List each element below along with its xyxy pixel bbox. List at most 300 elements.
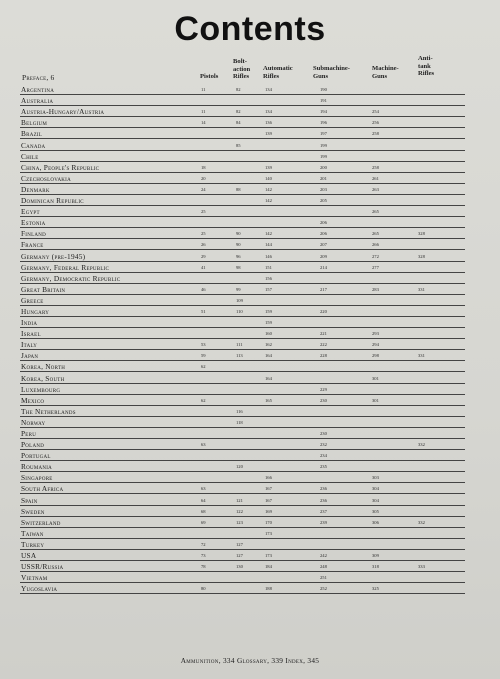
page-ref-bolt-action (236, 95, 265, 106)
page-ref-pistols (201, 405, 236, 416)
page-ref-machine (372, 95, 418, 106)
page-ref-bolt-action: 121 (236, 494, 265, 505)
page-ref-submachine: 252 (320, 583, 372, 594)
page-ref-pistols: 63 (201, 483, 236, 494)
page-ref-machine: 283 (372, 283, 418, 294)
page-ref-automatic: 170 (265, 516, 320, 527)
page-ref-machine: 272 (372, 250, 418, 261)
page-ref-submachine: 237 (320, 505, 372, 516)
page-ref-submachine: 203 (320, 183, 372, 194)
page-ref-bolt-action: 127 (236, 538, 265, 549)
page-ref-antitank (418, 583, 465, 594)
page-ref-submachine (320, 272, 372, 283)
page-ref-automatic (265, 572, 320, 583)
country-name: Hungary (20, 305, 201, 316)
page-ref-pistols (201, 450, 236, 461)
page-ref-submachine: 220 (320, 305, 372, 316)
page-ref-bolt-action (236, 150, 265, 161)
page-ref-bolt-action (236, 194, 265, 205)
header-antitank-rifles: Anti- tank Rifles (418, 55, 435, 77)
page-ref-machine (372, 294, 418, 305)
page-ref-automatic: 146 (265, 250, 320, 261)
table-row (20, 538, 465, 549)
page-ref-bolt-action: 84 (236, 117, 265, 128)
page-ref-antitank: 333 (418, 561, 465, 572)
table-row (20, 95, 465, 106)
page-ref-pistols (201, 128, 236, 139)
table-row (20, 217, 465, 228)
page-ref-automatic (265, 206, 320, 217)
page-ref-submachine: 248 (320, 561, 372, 572)
page-ref-automatic: 162 (265, 339, 320, 350)
page-ref-antitank (418, 494, 465, 505)
page-ref-pistols: 25 (201, 206, 236, 217)
page-ref-automatic (265, 416, 320, 427)
page-ref-antitank: 332 (418, 439, 465, 450)
page-ref-submachine: 222 (320, 339, 372, 350)
page-ref-automatic: 165 (265, 394, 320, 405)
country-name: Germany (pre-1945) (20, 250, 201, 261)
page-ref-pistols: 80 (201, 583, 236, 594)
table-row (20, 583, 465, 594)
country-name: Belgium (20, 117, 201, 128)
page-ref-bolt-action: 99 (236, 283, 265, 294)
table-row (20, 239, 465, 250)
page-ref-automatic (265, 361, 320, 372)
page-ref-antitank (418, 206, 465, 217)
table-row (20, 161, 465, 172)
page-ref-bolt-action (236, 272, 265, 283)
page-ref-bolt-action: 109 (236, 294, 265, 305)
header-automatic-rifles: Automatic Rifles (263, 65, 293, 80)
page-ref-machine: 318 (372, 561, 418, 572)
page-ref-submachine: 199 (320, 139, 372, 150)
country-name: Singapore (20, 472, 201, 483)
page-ref-pistols (201, 150, 236, 161)
country-name: Yugoslavia (20, 583, 201, 594)
page-ref-bolt-action (236, 572, 265, 583)
table-row (20, 383, 465, 394)
page-ref-antitank (418, 239, 465, 250)
page-ref-antitank: 328 (418, 228, 465, 239)
page-ref-submachine: 201 (320, 172, 372, 183)
page-ref-submachine (320, 206, 372, 217)
page-ref-automatic (265, 439, 320, 450)
page-ref-bolt-action: 116 (236, 405, 265, 416)
page-ref-antitank (418, 194, 465, 205)
page-ref-bolt-action: 82 (236, 84, 265, 95)
table-row (20, 150, 465, 161)
page-ref-antitank (418, 183, 465, 194)
page-ref-pistols (201, 316, 236, 327)
page-ref-machine (372, 316, 418, 327)
page-ref-bolt-action: 98 (236, 261, 265, 272)
page-ref-machine (372, 450, 418, 461)
page-ref-antitank (418, 472, 465, 483)
page-ref-pistols (201, 527, 236, 538)
country-name: Germany, Democratic Republic (20, 272, 201, 283)
page-ref-automatic: 184 (265, 561, 320, 572)
page-ref-pistols: 63 (201, 439, 236, 450)
page-ref-automatic (265, 427, 320, 438)
page-ref-pistols (201, 461, 236, 472)
page-ref-pistols: 14 (201, 117, 236, 128)
page-ref-submachine: 214 (320, 261, 372, 272)
table-row (20, 228, 465, 239)
page-ref-automatic: 160 (265, 328, 320, 339)
page-ref-pistols: 62 (201, 361, 236, 372)
page-ref-bolt-action (236, 361, 265, 372)
country-name: Italy (20, 339, 201, 350)
page-ref-automatic (265, 461, 320, 472)
page-ref-bolt-action: 120 (236, 461, 265, 472)
page-ref-automatic (265, 383, 320, 394)
table-row (20, 516, 465, 527)
page-ref-pistols: 41 (201, 261, 236, 272)
page-ref-machine (372, 439, 418, 450)
country-name: Taiwan (20, 527, 201, 538)
page-ref-submachine: 196 (320, 117, 372, 128)
page-ref-antitank: 328 (418, 250, 465, 261)
page-ref-submachine: 200 (320, 161, 372, 172)
country-name: Japan (20, 350, 201, 361)
page-ref-submachine: 232 (320, 439, 372, 450)
page-ref-automatic: 134 (265, 106, 320, 117)
page-ref-submachine (320, 316, 372, 327)
country-name: India (20, 316, 201, 327)
country-name: Egypt (20, 206, 201, 217)
page-ref-submachine: 228 (320, 350, 372, 361)
page-ref-bolt-action: 110 (236, 305, 265, 316)
page-ref-machine: 303 (372, 472, 418, 483)
page-ref-bolt-action: 118 (236, 416, 265, 427)
page-ref-antitank (418, 305, 465, 316)
page-ref-machine: 258 (372, 161, 418, 172)
table-row (20, 283, 465, 294)
page-ref-submachine (320, 405, 372, 416)
page-ref-antitank (418, 161, 465, 172)
page-ref-submachine: 217 (320, 283, 372, 294)
page-ref-machine (372, 217, 418, 228)
page-ref-bolt-action: 90 (236, 228, 265, 239)
page-ref-bolt-action: 123 (236, 516, 265, 527)
page-ref-bolt-action (236, 583, 265, 594)
page-ref-bolt-action: 113 (236, 350, 265, 361)
page-ref-machine (372, 572, 418, 583)
country-name: Israel (20, 328, 201, 339)
country-name: Austria-Hungary/Austria (20, 106, 201, 117)
page-ref-automatic: 142 (265, 194, 320, 205)
page-ref-machine (372, 150, 418, 161)
page-ref-pistols: 25 (201, 228, 236, 239)
page-ref-automatic: 144 (265, 239, 320, 250)
country-name: Estonia (20, 217, 201, 228)
table-row (20, 194, 465, 205)
page-ref-antitank (418, 361, 465, 372)
country-name: Dominican Republic (20, 194, 201, 205)
page-ref-antitank (418, 450, 465, 461)
country-name: Norway (20, 416, 201, 427)
page-ref-antitank (418, 416, 465, 427)
page-ref-antitank (418, 316, 465, 327)
page-ref-antitank (418, 150, 465, 161)
page-ref-antitank (418, 505, 465, 516)
page-ref-machine: 304 (372, 494, 418, 505)
page-ref-pistols (201, 472, 236, 483)
page-ref-machine (372, 427, 418, 438)
page-ref-submachine: 230 (320, 427, 372, 438)
page-ref-submachine: 206 (320, 217, 372, 228)
page-title: Contents (174, 10, 326, 48)
page-ref-machine: 301 (372, 372, 418, 383)
page-ref-bolt-action (236, 206, 265, 217)
page-ref-pistols (201, 328, 236, 339)
country-name: Australia (20, 95, 201, 106)
preface-entry: Preface, 6 (22, 73, 55, 82)
table-row (20, 527, 465, 538)
country-name: USSR/Russia (20, 561, 201, 572)
page-ref-antitank (418, 527, 465, 538)
page-ref-pistols (201, 427, 236, 438)
page-ref-automatic (265, 450, 320, 461)
page-ref-pistols (201, 139, 236, 150)
page-ref-machine (372, 272, 418, 283)
page-ref-antitank (418, 95, 465, 106)
country-name: Korea, North (20, 361, 201, 372)
table-row (20, 106, 465, 117)
page-ref-antitank (418, 84, 465, 95)
page-ref-automatic: 169 (265, 505, 320, 516)
page-ref-bolt-action (236, 483, 265, 494)
page-ref-pistols: 24 (201, 183, 236, 194)
page-ref-machine (372, 405, 418, 416)
country-name: Germany, Federal Republic (20, 261, 201, 272)
page-ref-automatic: 166 (265, 472, 320, 483)
table-row (20, 472, 465, 483)
page-ref-bolt-action: 130 (236, 561, 265, 572)
table-row (20, 405, 465, 416)
page-ref-automatic: 159 (265, 305, 320, 316)
table-row (20, 572, 465, 583)
page-ref-machine (372, 461, 418, 472)
page-ref-antitank (418, 128, 465, 139)
page-ref-submachine: 221 (320, 328, 372, 339)
page-ref-automatic (265, 294, 320, 305)
page-ref-bolt-action (236, 439, 265, 450)
page-ref-submachine: 239 (320, 516, 372, 527)
page-ref-submachine: 206 (320, 228, 372, 239)
page-ref-automatic (265, 405, 320, 416)
page-ref-pistols (201, 294, 236, 305)
page-ref-submachine: 229 (320, 383, 372, 394)
page-ref-automatic: 136 (265, 117, 320, 128)
footer-index-line: Ammunition, 334 Glossary, 339 Index, 345 (180, 656, 320, 665)
page-ref-bolt-action: 111 (236, 339, 265, 350)
page-ref-submachine: 199 (320, 150, 372, 161)
country-name: Spain (20, 494, 201, 505)
page-ref-automatic: 139 (265, 128, 320, 139)
page-ref-pistols: 59 (201, 350, 236, 361)
page-ref-machine: 298 (372, 350, 418, 361)
page-ref-pistols: 11 (201, 106, 236, 117)
page-ref-automatic: 167 (265, 483, 320, 494)
page-ref-antitank (418, 538, 465, 549)
country-name: Czechoslovakia (20, 172, 201, 183)
table-row (20, 549, 465, 560)
page-ref-pistols: 73 (201, 549, 236, 560)
page-ref-submachine: 209 (320, 250, 372, 261)
country-name: Brazil (20, 128, 201, 139)
page-ref-machine (372, 361, 418, 372)
page-ref-machine: 304 (372, 483, 418, 494)
country-name: Luxembourg (20, 383, 201, 394)
page-ref-pistols: 53 (201, 339, 236, 350)
table-row (20, 394, 465, 405)
page-ref-automatic: 142 (265, 228, 320, 239)
country-name: Argentina (20, 84, 201, 95)
country-name: Finland (20, 228, 201, 239)
page-ref-automatic (265, 95, 320, 106)
page-ref-antitank (418, 427, 465, 438)
table-row (20, 561, 465, 572)
page-ref-submachine: 197 (320, 128, 372, 139)
page-ref-machine: 254 (372, 106, 418, 117)
page-ref-submachine: 234 (320, 450, 372, 461)
table-row (20, 84, 465, 95)
page-ref-pistols: 68 (201, 505, 236, 516)
page-ref-machine: 294 (372, 339, 418, 350)
page-ref-bolt-action (236, 128, 265, 139)
country-name: Peru (20, 427, 201, 438)
page-ref-pistols: 46 (201, 283, 236, 294)
page-ref-antitank (418, 483, 465, 494)
page-ref-submachine: 236 (320, 494, 372, 505)
page-ref-antitank (418, 572, 465, 583)
page-ref-machine (372, 194, 418, 205)
page-ref-machine: 265 (372, 206, 418, 217)
page-ref-pistols (201, 372, 236, 383)
page-ref-antitank (418, 383, 465, 394)
table-row (20, 294, 465, 305)
page-ref-machine: 263 (372, 183, 418, 194)
page-ref-machine: 265 (372, 228, 418, 239)
page-ref-pistols: 64 (201, 494, 236, 505)
page-ref-antitank: 331 (418, 283, 465, 294)
page-ref-pistols (201, 194, 236, 205)
page-ref-antitank (418, 106, 465, 117)
page-ref-automatic (265, 139, 320, 150)
table-row (20, 339, 465, 350)
country-name: Korea, South (20, 372, 201, 383)
page-ref-automatic: 140 (265, 172, 320, 183)
country-name: Chile (20, 150, 201, 161)
page-ref-submachine: 235 (320, 461, 372, 472)
page-ref-bolt-action: 85 (236, 139, 265, 150)
page-ref-antitank (418, 372, 465, 383)
page-ref-pistols (201, 383, 236, 394)
page-ref-submachine (320, 361, 372, 372)
header-machine-guns: Machine- Guns (372, 65, 399, 80)
page-ref-submachine (320, 538, 372, 549)
page-ref-pistols (201, 217, 236, 228)
page-ref-machine (372, 305, 418, 316)
page-ref-submachine: 230 (320, 394, 372, 405)
table-row (20, 117, 465, 128)
page-ref-submachine (320, 472, 372, 483)
table-row (20, 505, 465, 516)
page-ref-antitank (418, 294, 465, 305)
table-row (20, 250, 465, 261)
page-ref-submachine: 242 (320, 549, 372, 560)
page-ref-automatic: 134 (265, 84, 320, 95)
page-ref-machine: 266 (372, 239, 418, 250)
page-ref-antitank (418, 139, 465, 150)
page-ref-machine (372, 527, 418, 538)
page-ref-submachine: 205 (320, 194, 372, 205)
page-ref-machine (372, 538, 418, 549)
page-ref-automatic: 173 (265, 549, 320, 560)
page-ref-bolt-action (236, 172, 265, 183)
page-ref-antitank: 331 (418, 350, 465, 361)
table-row (20, 416, 465, 427)
country-name: Switzerland (20, 516, 201, 527)
page-ref-machine: 256 (372, 117, 418, 128)
page-ref-bolt-action: 127 (236, 549, 265, 560)
country-name: Greece (20, 294, 201, 305)
page-ref-pistols: 51 (201, 305, 236, 316)
country-name: Great Britain (20, 283, 201, 294)
page-ref-bolt-action: 122 (236, 505, 265, 516)
page-ref-bolt-action (236, 383, 265, 394)
table-row (20, 272, 465, 283)
table-row (20, 128, 465, 139)
table-row (20, 361, 465, 372)
page-ref-machine: 277 (372, 261, 418, 272)
page-ref-antitank (418, 217, 465, 228)
page-ref-pistols (201, 272, 236, 283)
page-ref-bolt-action (236, 472, 265, 483)
page-ref-pistols: 72 (201, 538, 236, 549)
page-ref-machine: 258 (372, 128, 418, 139)
page-ref-automatic: 151 (265, 261, 320, 272)
page-ref-pistols: 26 (201, 239, 236, 250)
page-ref-machine (372, 416, 418, 427)
country-name: Roumania (20, 461, 201, 472)
table-row (20, 261, 465, 272)
page-ref-antitank (418, 405, 465, 416)
table-row (20, 461, 465, 472)
page-ref-automatic: 188 (265, 583, 320, 594)
page-ref-antitank: 332 (418, 516, 465, 527)
page-ref-submachine: 207 (320, 239, 372, 250)
table-row (20, 305, 465, 316)
country-name: Denmark (20, 183, 201, 194)
contents-table (20, 84, 465, 594)
page-ref-machine (372, 383, 418, 394)
table-row (20, 372, 465, 383)
table-row (20, 494, 465, 505)
page-ref-automatic (265, 538, 320, 549)
page-ref-bolt-action (236, 161, 265, 172)
table-row (20, 483, 465, 494)
page-ref-machine: 301 (372, 394, 418, 405)
page-ref-submachine (320, 294, 372, 305)
page-ref-antitank (418, 272, 465, 283)
page-ref-antitank (418, 172, 465, 183)
country-name: China, People's Republic (20, 161, 201, 172)
country-name: Poland (20, 439, 201, 450)
page-ref-submachine: 236 (320, 483, 372, 494)
